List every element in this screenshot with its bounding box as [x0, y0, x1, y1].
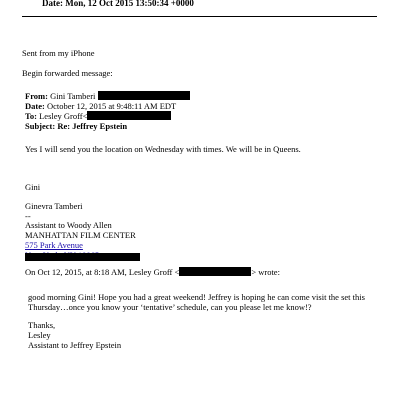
quote-header: [25, 267, 280, 278]
signature-dashes: --: [25, 211, 31, 221]
begin-forwarded-line: Begin forwarded message:: [22, 68, 113, 78]
forwarded-to-label: To:: [25, 111, 37, 121]
forwarded-date-label: Date:: [25, 101, 45, 111]
header-date-label: Date:: [42, 0, 63, 8]
closing-title: Assistant to Jeffrey Epstein: [28, 340, 122, 350]
quote-header-suffix: > wrote:: [251, 267, 280, 277]
redaction-block: [98, 91, 190, 100]
forwarded-subject-value: Re: Jeffrey Epstein: [57, 121, 128, 131]
redaction-block: [25, 253, 140, 261]
forwarded-subject-label: Subject:: [25, 121, 56, 131]
quoted-body-line-2: Thursday…once you know your ‘tentative’ schedule, can you please let me know!?: [28, 302, 312, 312]
sent-from-line: Sent from my iPhone: [22, 48, 95, 58]
forwarded-date-value: October 12, 2015 at 9:48:11 AM EDT: [46, 101, 177, 111]
forwarded-from-label: From:: [25, 91, 48, 101]
header-date-value: Mon, 12 Oct 2015 13:50:34 +0000: [65, 0, 194, 8]
forwarded-to-bracket: <: [82, 111, 88, 121]
signature-full-name: Ginevra Tamberi: [25, 201, 83, 211]
closing-thanks: Thanks,: [28, 320, 56, 330]
quoted-body-line-1: good morning Gini! Hope you had a great weekend! Jeffrey is hoping he can come visit the set this: [28, 292, 365, 302]
header-date: [42, 0, 194, 9]
signature-short-name: Gini: [25, 182, 41, 192]
header-divider: [22, 16, 377, 17]
signature-org: MANHATTAN FILM CENTER: [25, 230, 136, 240]
signature-title: Assistant to Woody Allen: [25, 220, 112, 230]
forwarded-to-value: Lesley Groff: [39, 111, 83, 121]
signature-address-line1[interactable]: 575 Park Avenue: [25, 240, 83, 250]
closing-name: Lesley: [28, 330, 51, 340]
forwarded-from-value: Gini Tamberi: [50, 91, 96, 101]
redaction-block: [87, 111, 171, 120]
redaction-block: [179, 267, 251, 276]
forwarded-subject: [25, 121, 127, 132]
quote-header-prefix: On Oct 12, 2015, at 8:18 AM, Lesley Groff <: [25, 267, 180, 277]
reply-body: Yes I will send you the location on Wednesday with times. We will be in Queens.: [25, 144, 301, 154]
